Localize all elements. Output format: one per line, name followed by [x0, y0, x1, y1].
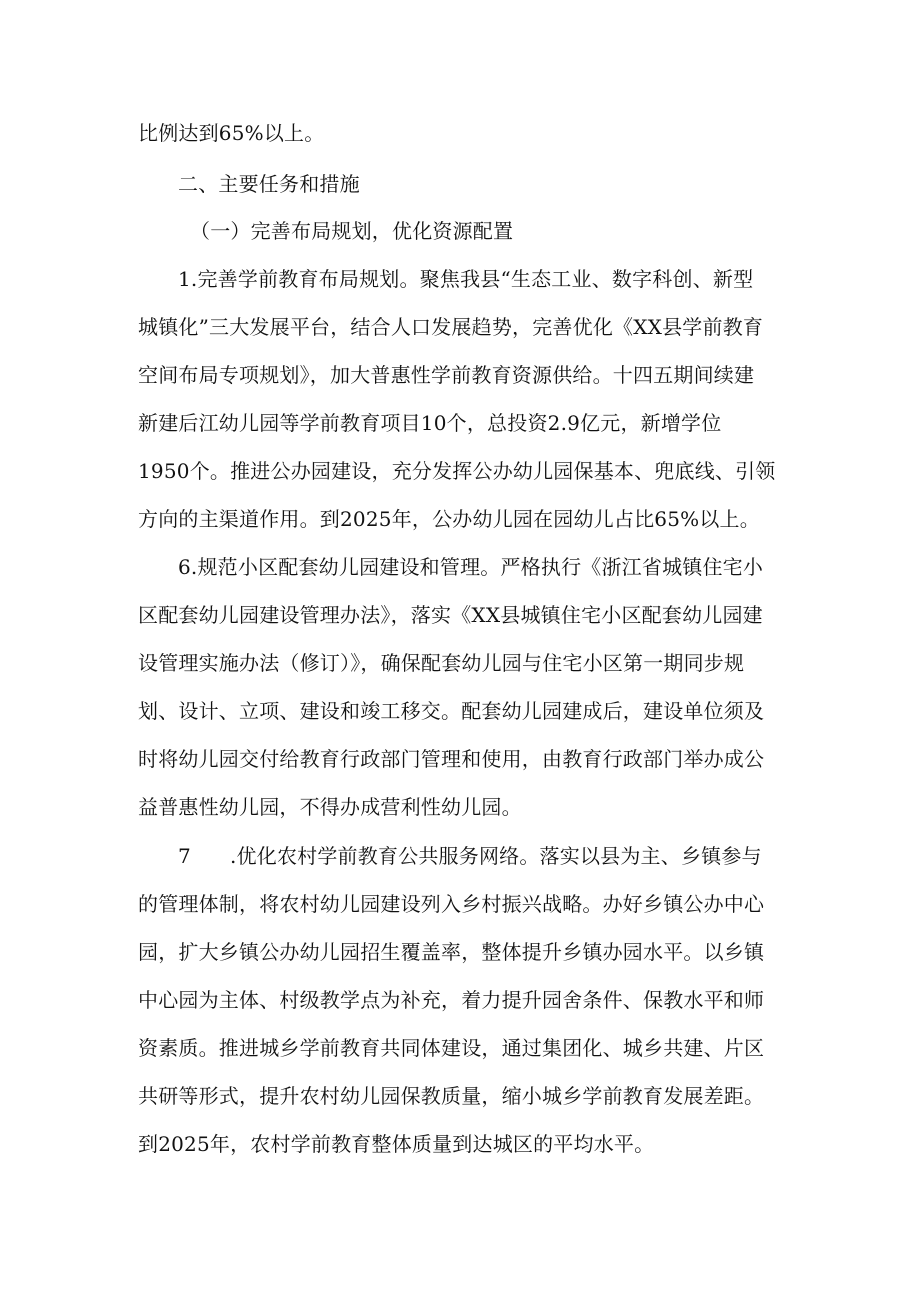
text-line: 新建后江幼儿园等学前教育项目10个，总投资2.9亿元，新增学位	[138, 411, 722, 435]
text-line: 园，扩大乡镇公办幼儿园招生覆盖率，整体提升乡镇办园水平。以乡镇	[138, 940, 765, 964]
text-line: 1.完善学前教育布局规划。聚焦我县“生态工业、数字科创、新型	[178, 267, 754, 291]
text-line: 设管理实施办法（修订）》，确保配套幼儿园与住宅小区第一期同步规	[138, 651, 745, 675]
section-heading: 二、主要任务和措施	[178, 172, 360, 196]
text-line: 资素质。推进城乡学前教育共同体建设，通过集团化、城乡共建、片区	[138, 1036, 765, 1060]
text-line: 时将幼儿园交付给教育行政部门管理和使用，由教育行政部门举办成公	[138, 747, 765, 771]
text-line: 1950个。推进公办园建设，充分发挥公办幼儿园保基本、兜底线、引领	[138, 459, 776, 483]
text-line: 共研等形式，提升农村幼儿园保教质量，缩小城乡学前教育发展差距。	[138, 1084, 765, 1108]
text-line: .优化农村学前教育公共服务网络。落实以县为主、乡镇参与	[230, 844, 762, 868]
text-line: 益普惠性幼儿园，不得办成营利性幼儿园。	[138, 795, 522, 819]
text-line: 中心园为主体、村级教学点为补充，着力提升园舍条件、保教水平和师	[138, 988, 765, 1012]
text-line: 划、设计、立项、建设和竣工移交。配套幼儿园建成后，建设单位须及	[138, 699, 765, 723]
text-line: 方向的主渠道作用。到2025年，公办幼儿园在园幼儿占比65%以上。	[138, 507, 760, 531]
subsection-heading: （一）完善布局规划，优化资源配置	[190, 219, 514, 243]
text-line: 6.规范小区配套幼儿园建设和管理。严格执行《浙江省城镇住宅小	[178, 555, 764, 579]
list-number: 7	[178, 844, 191, 868]
text-line: 空间布局专项规划》，加大普惠性学前教育资源供给。十四五期间续建	[138, 363, 755, 387]
text-line: 区配套幼儿园建设管理办法》，落实《XX县城镇住宅小区配套幼儿园建	[138, 603, 763, 627]
text-line: 比例达到65%以上。	[138, 121, 325, 145]
text-line: 到2025年，农村学前教育整体质量到达城区的平均水平。	[138, 1132, 655, 1156]
text-line: 城镇化”三大发展平台，结合人口发展趋势，完善优化《XX县学前教育	[138, 315, 764, 339]
text-line: 的管理体制，将农村幼儿园建设列入乡村振兴战略。办好乡镇公办中心	[138, 892, 765, 916]
